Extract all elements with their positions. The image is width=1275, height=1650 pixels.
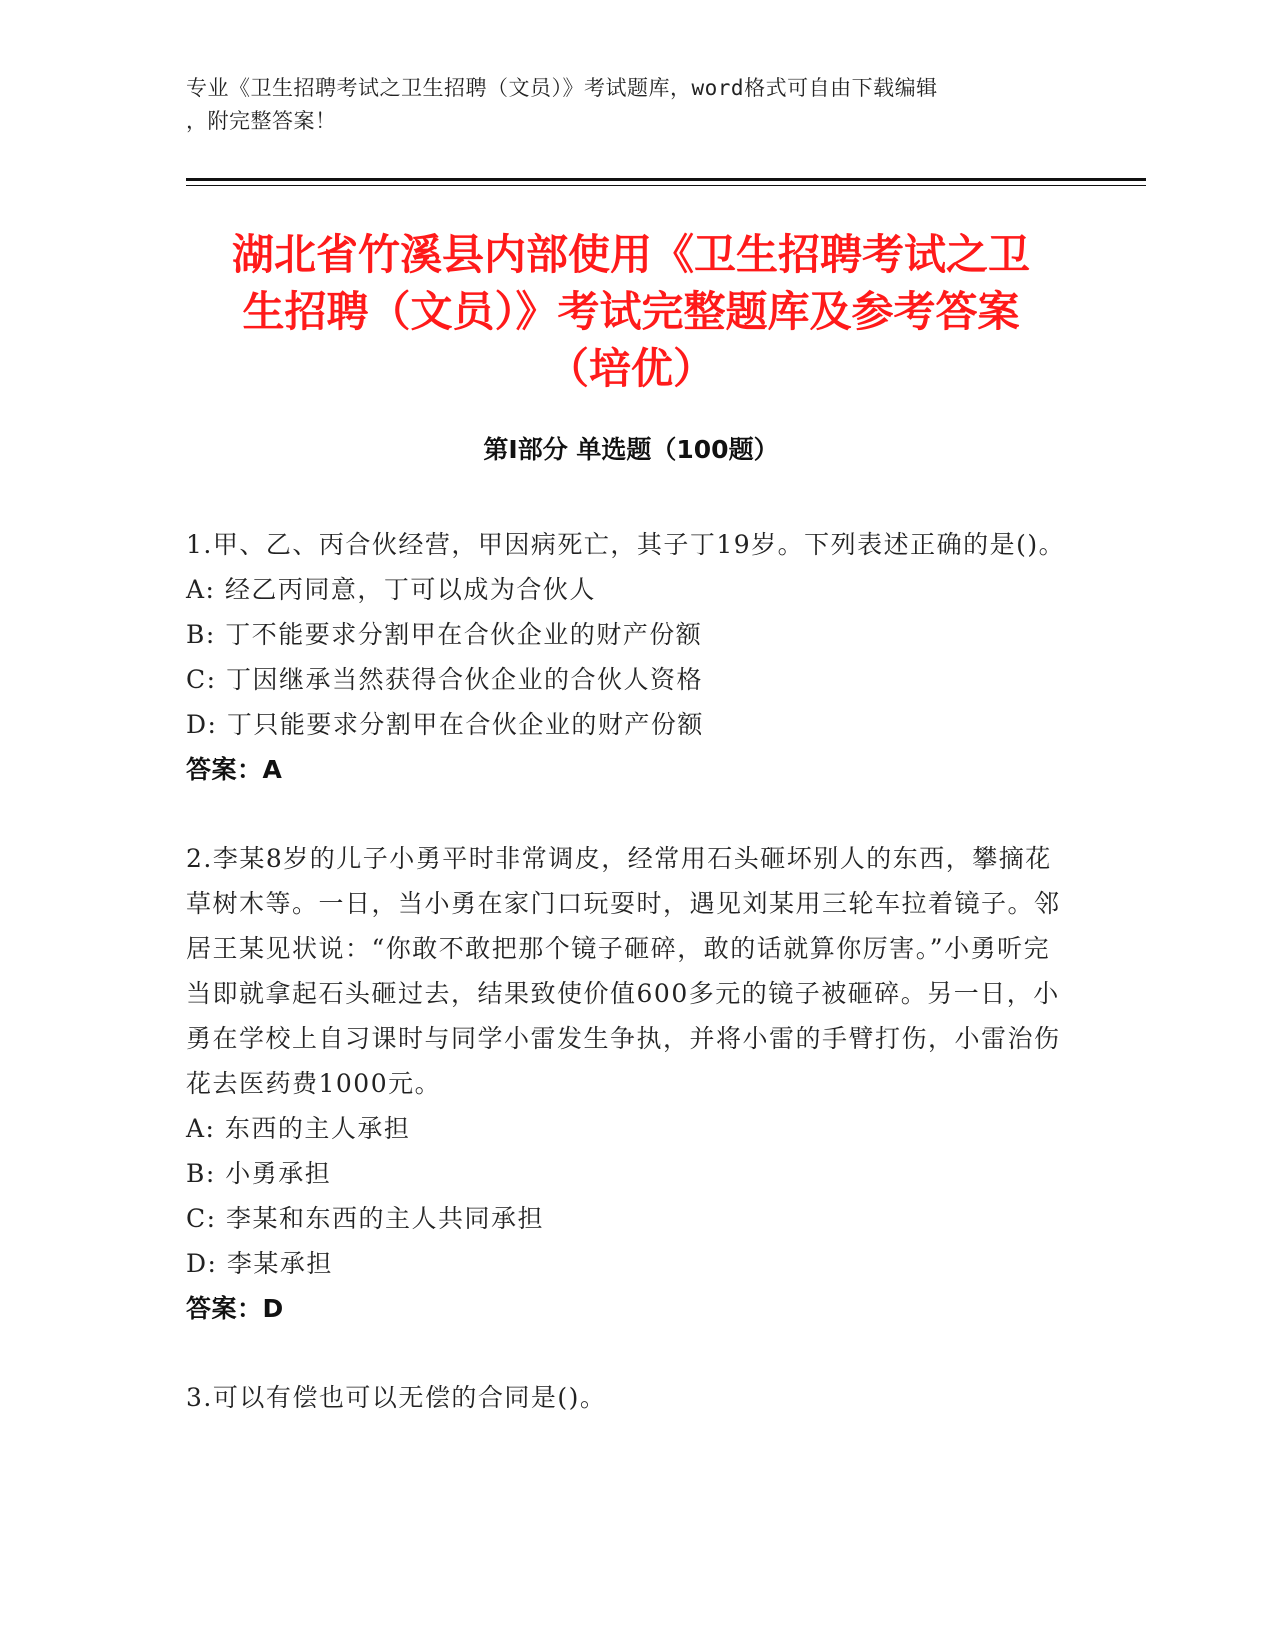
option-a: A: 经乙丙同意，丁可以成为合伙人 [186, 575, 596, 604]
answer-line: 答案：A [186, 755, 283, 784]
document-title-line-3: （培优） [546, 344, 715, 393]
option-b: B: 丁不能要求分割甲在合伙企业的财产份额 [186, 620, 703, 649]
header-rule-thick [186, 178, 1146, 181]
header-rule-thin [186, 185, 1146, 186]
header-note [186, 72, 1066, 138]
question-3 [186, 1375, 1066, 1420]
option-d: D: 丁只能要求分割甲在合伙企业的财产份额 [186, 710, 704, 739]
header-note-line-1: 专业《卫生招聘考试之卫生招聘（文员）》考试题库，word格式可自由下载编辑 [186, 76, 938, 100]
question-1 [186, 522, 1066, 792]
header-note-line-2: ，附完整答案！ [186, 109, 337, 133]
question-stem: 3.可以有偿也可以无偿的合同是()。 [186, 1383, 607, 1412]
question-2 [186, 836, 1066, 1331]
option-c: C: 李某和东西的主人共同承担 [186, 1204, 544, 1233]
question-stem: 2.李某8岁的儿子小勇平时非常调皮，经常用石头砸坏别人的东西，攀摘花草树木等。一日，当小勇在家门口玩耍时，遇见刘某用三轮车拉着镜子。邻居王某见状说：“你敢不敢把那个镜子砸碎，敢的话就算你厉害。”小勇听完当即就拿起石头砸过去，结果致使价值600多元的镜子被砸碎。另一日，小勇在学校上自习课时与同学小雷发生争执，并将小雷的手臂打伤，小雷治伤花去医药费1000元。 [186, 844, 1061, 1098]
section-title: 第Ⅰ部分 单选题（100题） [483, 435, 779, 464]
document-title-line-2: 生招聘（文员）》考试完整题库及参考答案 [242, 287, 1020, 336]
document-title-line-1: 湖北省竹溪县内部使用《卫生招聘考试之卫 [231, 230, 1030, 279]
answer-line: 答案：D [186, 1294, 284, 1323]
option-b: B: 小勇承担 [186, 1159, 332, 1188]
question-list [186, 522, 1066, 1420]
question-stem: 1.甲、乙、丙合伙经营，甲因病死亡，其子丁19岁。下列表述正确的是()。 [186, 530, 1066, 559]
option-c: C: 丁因继承当然获得合伙企业的合伙人资格 [186, 665, 703, 694]
document-title [186, 226, 1076, 397]
option-d: D: 李某承担 [186, 1249, 333, 1278]
option-a: A: 东西的主人承担 [186, 1114, 411, 1143]
